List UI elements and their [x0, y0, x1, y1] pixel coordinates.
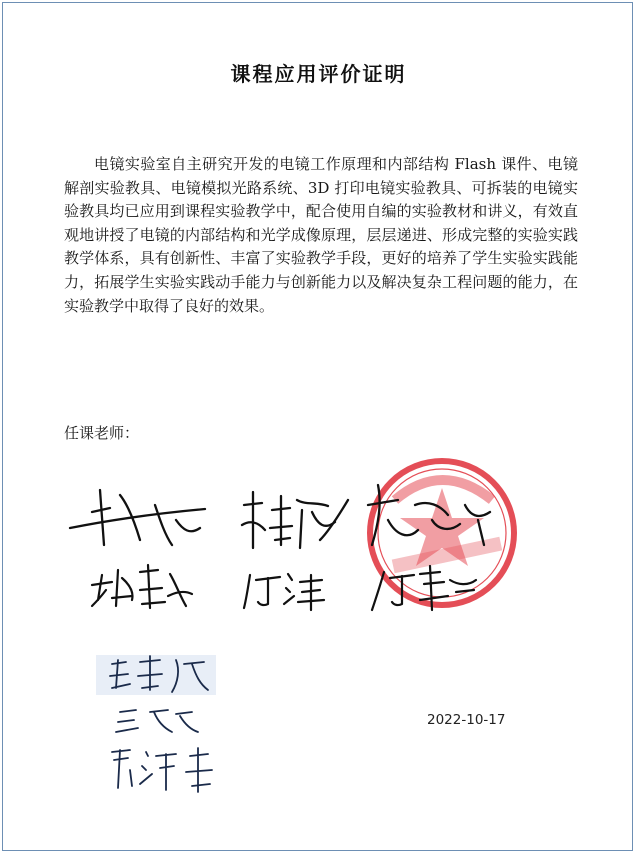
document-body: 电镜实验室自主研究开发的电镜工作原理和内部结构 Flash 课件、电镜解剖实验教具、电镜模拟光路系统、3D 打印电镜实验教具、可拆装的电镜实验教具均已应用到课程实验教学中，配合使用自编的实验教材和讲义，有效直观地讲授了电镜的内部结构和光学成像原理，层层递进、形成完整的实验实践教学体系，具有创新性、丰富了实验教学手段，更好的培养了学生实验实践能力，拓展学生实验实践动手能力与创新能力以及解决复杂工程问题的能力，在实验教学中取得了良好的效果。 — [64, 155, 578, 315]
document-date: 2022-10-17 — [427, 712, 506, 728]
document-title: 课程应用评价证明 — [230, 62, 407, 86]
teacher-label: 任课老师： — [64, 424, 140, 442]
official-seal — [370, 461, 514, 605]
